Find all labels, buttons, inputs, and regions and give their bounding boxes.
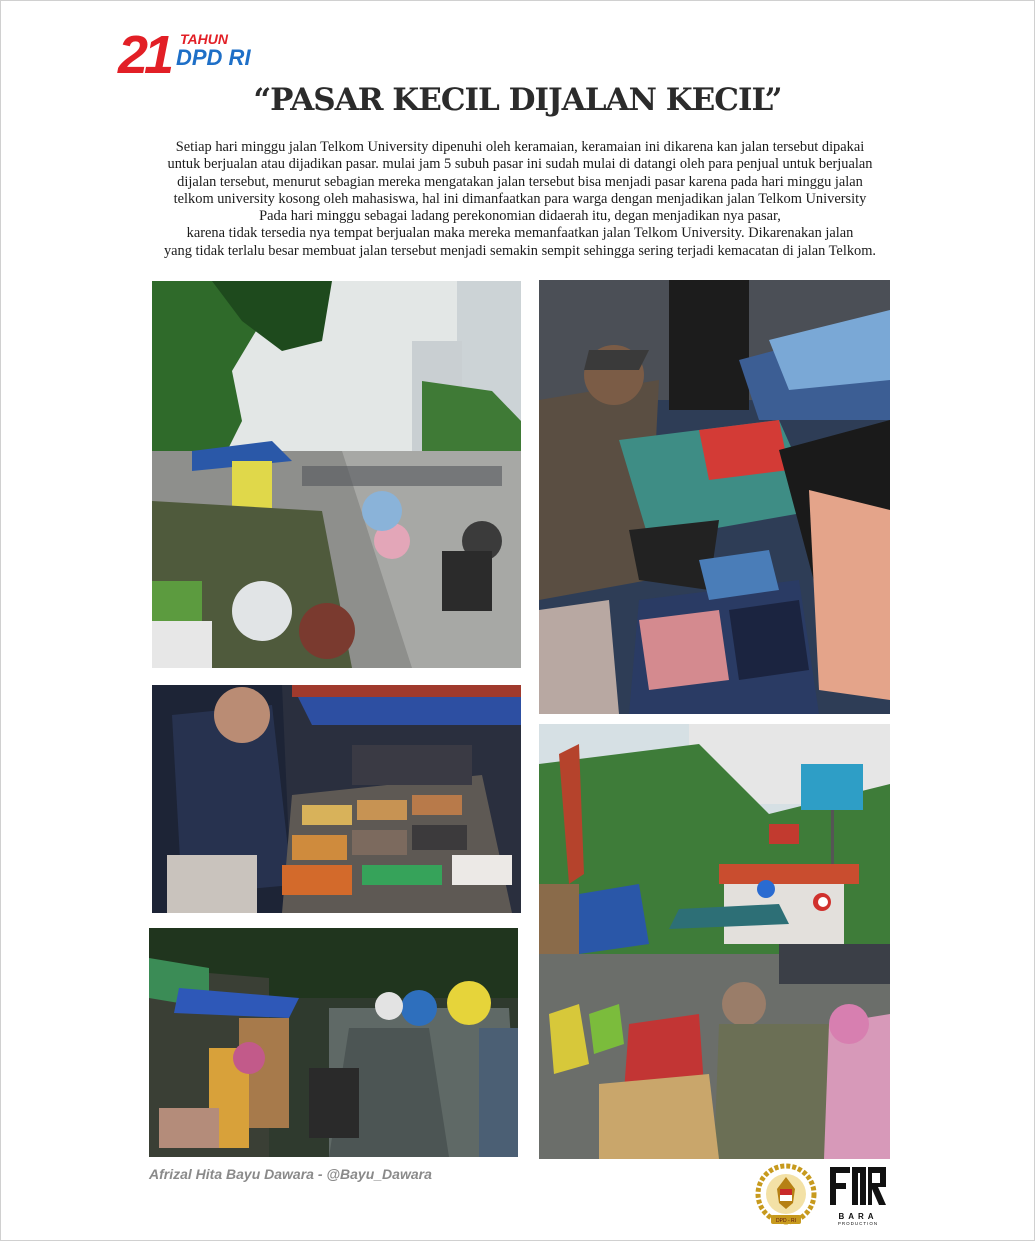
page-title: “PASAR KECIL DIJALAN KECIL” [253,82,782,118]
paragraph-line: untuk berjualan atau dijadikan pasar. mulai jam 5 subuh pasar ini sudah mulai di datangi oleh para penjual untuk berjualan [167,156,873,173]
paragraph-line: karena tidak tersedia nya tempat berjualan maka mereka memanfaatkan jalan Telkom University. Dikarenakan jalan [186,225,854,242]
dpd-21-years-logo [118,25,268,88]
logo-org: DPD RI [176,45,251,70]
paragraph-line: telkom university kosong oleh mahasiswa, hal ini dimanfaatkan para warga dengan menjadikan jalan Telkom University [173,190,867,207]
emblem-label: DPD - RI [776,1218,796,1224]
paragraph-line: Setiap hari minggu jalan Telkom University dipenuhi oleh keramaian, keramaian ini dikarena kan jalan tersebut dipakai [175,139,865,155]
logo-number: 21 [118,25,171,85]
bara-name: BARA [838,1212,878,1221]
photo-campus-gate-market [539,724,890,1159]
photo-snack-stall [152,685,521,913]
paragraph-line: dijalan tersebut, menurut sebagian mereka mengatakan jalan tersebut bisa menjadi pasar karena pada hari minggu jalan [177,173,863,190]
dpd-ri-emblem-icon [755,1163,817,1229]
paragraph-line: Pada hari minggu sebagai ladang perekonomian didaerah itu, degan menjadikan nya pasar, [259,208,781,225]
photo-crowded-road [149,928,518,1157]
story-paragraph [125,139,915,260]
paragraph-line: yang tidak terlalu besar membuat jalan tersebut menjadi semakin sempit sehingga sering terjadi kemacatan di jalan Telkom. [163,242,877,259]
logo-tahun: TAHUN [180,31,228,47]
photo-street-market-morning [152,281,521,668]
photo-clothing-vendor [539,280,890,714]
photo-credit: Afrizal Hita Bayu Dawara - @Bayu_Dawara [149,1166,432,1182]
bara-sub: PRODUCTION [837,1221,879,1226]
